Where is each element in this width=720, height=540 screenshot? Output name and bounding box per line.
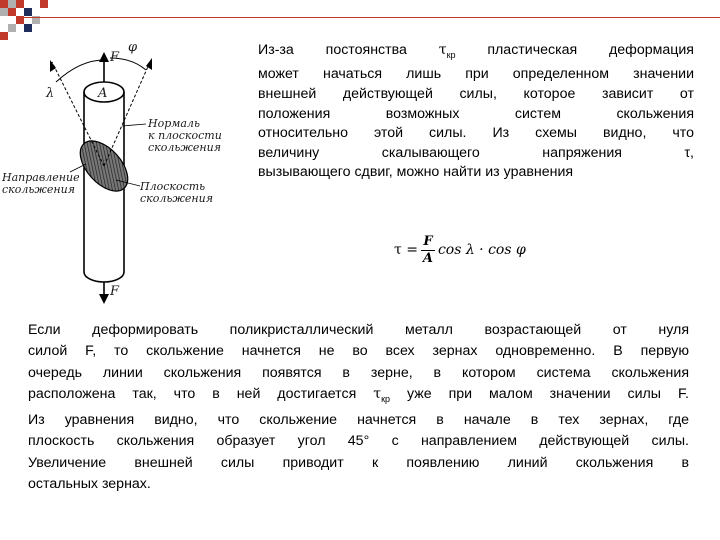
- deco-square: [0, 8, 8, 16]
- text-line: может начаться лишь при определенном значении: [258, 66, 694, 83]
- text-line: остальных зернах.: [28, 475, 151, 492]
- direction-label-line: Направление: [2, 171, 80, 184]
- normal-leader: [122, 124, 146, 126]
- force-label-top: F: [110, 50, 120, 65]
- deco-square: [16, 16, 24, 24]
- text-line: величину скалывающего напряжения τ,: [258, 144, 694, 161]
- deco-square: [24, 24, 32, 32]
- formula-fraction: [421, 234, 435, 267]
- text-line: Если деформировать поликристаллический металл возрастающей от нуля: [28, 322, 689, 338]
- tau-symbol: τ: [438, 42, 447, 58]
- text-line: Из уравнения видно, что скольжение начнется в начале в тех зернах, где: [28, 412, 689, 429]
- text-line: относительно этой силы. Из схемы видно, что: [258, 125, 694, 142]
- text-line: плоскость скольжения образует угол 45° с направлением действующей силы.: [28, 433, 689, 450]
- direction-label-line: скольжения: [2, 183, 75, 196]
- text-line: внешней действующей силы, которое зависит от: [258, 86, 694, 103]
- text-line: [258, 41, 694, 65]
- deco-square: [0, 0, 8, 8]
- bottom-paragraph: [28, 320, 689, 495]
- text-line: [28, 384, 689, 410]
- formula-numerator: F: [423, 233, 433, 249]
- formula-rhs: cos λ · cos φ: [437, 242, 526, 258]
- deco-square: [8, 24, 16, 32]
- deco-square: [16, 0, 24, 8]
- corner-decoration: [0, 0, 60, 44]
- text-line: Увеличение внешней силы приводит к появлению линий скольжения в: [28, 454, 689, 471]
- area-label: A: [98, 86, 108, 101]
- lambda-arc: [56, 60, 104, 82]
- plane-label-line: скольжения: [140, 192, 213, 205]
- tau-subscript: кр: [446, 49, 456, 60]
- text-line: очередь линии скольжения появятся в зерне, в котором система скольжения: [28, 364, 689, 381]
- force-arrowhead-bottom: [99, 294, 109, 304]
- formula-lhs: τ =: [394, 242, 418, 258]
- deco-square: [40, 0, 48, 8]
- normal-label-line: Нормаль: [148, 117, 200, 130]
- text-fragment: расположена так, что в ней достигается: [28, 385, 374, 402]
- normal-line: [104, 62, 150, 166]
- header-rule: [24, 17, 720, 18]
- deco-square: [24, 8, 32, 16]
- deco-square: [0, 32, 8, 40]
- slip-direction-line: [52, 62, 104, 166]
- top-paragraph: [258, 41, 694, 183]
- slip-diagram: [0, 40, 240, 312]
- normal-label-line: к плоскости: [148, 129, 222, 142]
- text-fragment: пластическая деформация: [455, 42, 694, 58]
- plane-label: [140, 181, 213, 205]
- text-fragment: уже при малом значении силы F.: [390, 385, 689, 402]
- text-line: вызывающего сдвиг, можно найти из уравнения: [258, 164, 574, 181]
- normal-label: [148, 118, 222, 154]
- formula-denominator: A: [422, 250, 433, 266]
- tau-subscript: кр: [381, 393, 391, 404]
- text-line: силой F, то скольжение начнется не во всех зернах одновременно. В первую: [28, 343, 689, 360]
- slip-direction-arrowhead: [50, 60, 56, 72]
- shear-stress-formula: [394, 228, 526, 272]
- text-fragment: Из-за постоянства: [258, 42, 439, 58]
- force-label-bottom: F: [110, 284, 120, 299]
- deco-square: [8, 8, 16, 16]
- normal-label-line: скольжения: [148, 141, 221, 154]
- phi-label: φ: [128, 40, 138, 55]
- text-line: положения возможных систем скольжения: [258, 105, 694, 122]
- lambda-label: λ: [46, 86, 55, 101]
- tau-symbol: τ: [373, 385, 382, 402]
- direction-label: [2, 172, 80, 196]
- cylinder-bottom: [84, 272, 124, 282]
- deco-square: [8, 0, 16, 8]
- plane-label-line: Плоскость: [140, 180, 206, 193]
